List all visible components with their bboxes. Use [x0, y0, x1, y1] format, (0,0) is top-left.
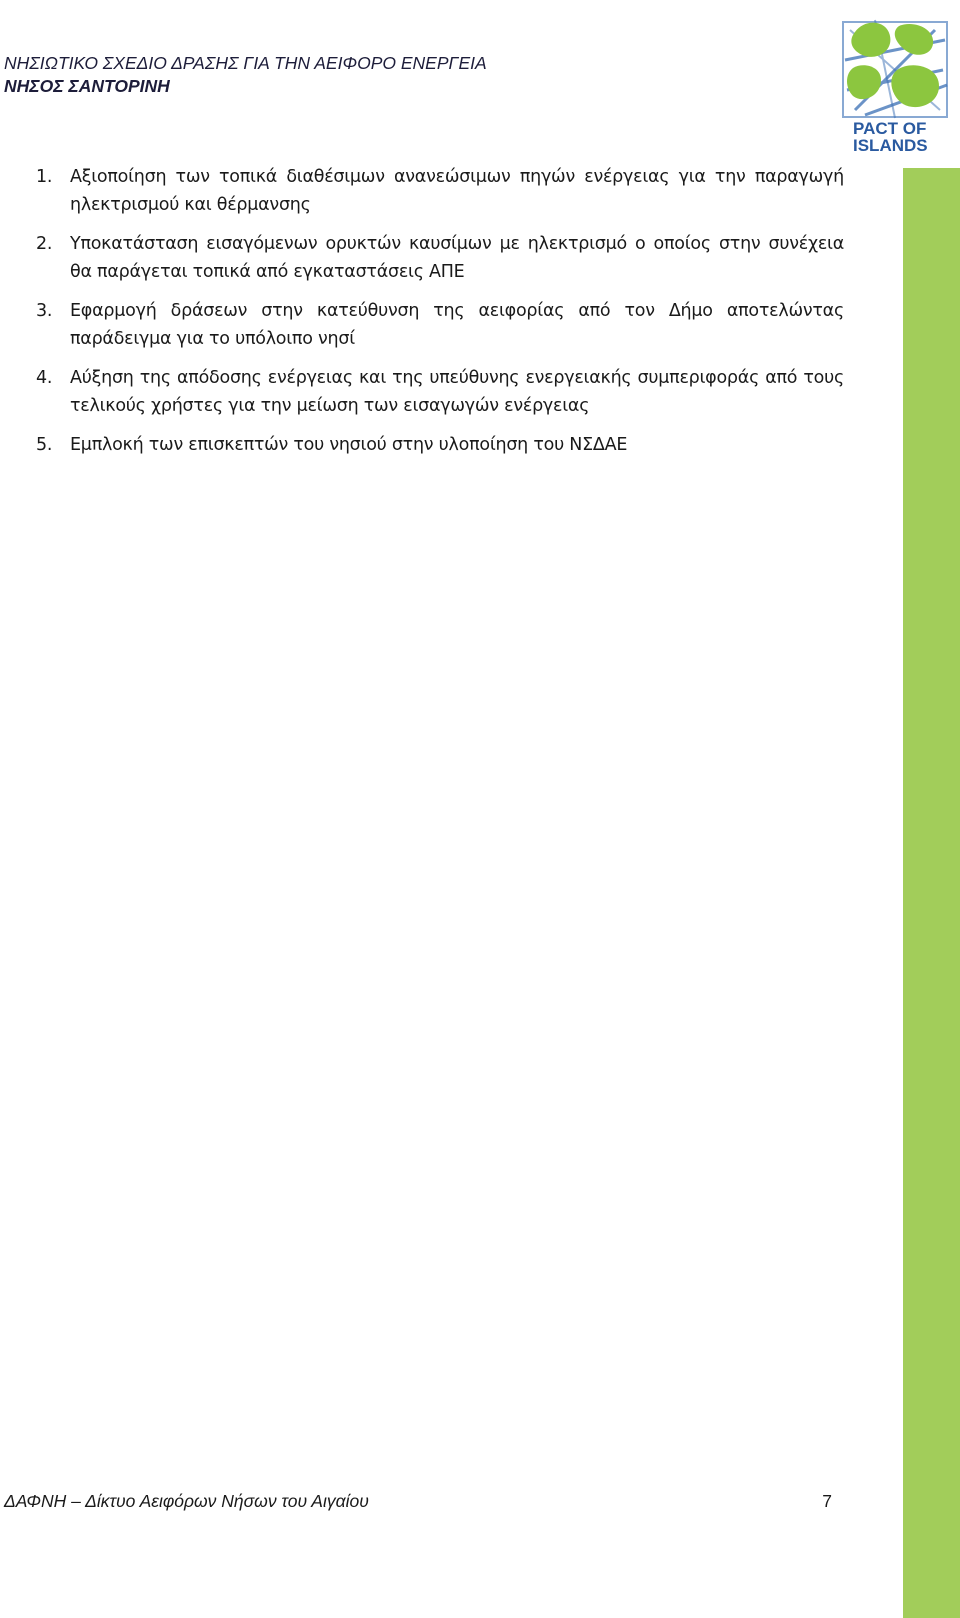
logo-graphic-icon [835, 0, 960, 168]
list-item-number: 1. [36, 167, 53, 187]
list-item-text: Αύξηση της απόδοσης ενέργειας και της υπεύθυνης ενεργειακής συμπεριφοράς από τους τελικούς χρήστες για την μείωση των εισαγωγών ενέργειας [70, 368, 844, 416]
list-item-number: 4. [36, 368, 53, 388]
list-item-number: 3. [36, 301, 53, 321]
list-item [36, 230, 844, 286]
list-item-number: 5. [36, 435, 53, 455]
list-item [36, 431, 844, 459]
header-title: ΝΗΣΙΩΤΙΚΟ ΣΧΕΔΙΟ ΔΡΑΣΗΣ ΓΙΑ ΤΗΝ ΑΕΙΦΟΡΟ ΕΝΕΡΓΕΙΑ [4, 53, 487, 73]
list-item-text: Αξιοποίηση των τοπικά διαθέσιμων ανανεώσιμων πηγών ενέργειας για την παραγωγή ηλεκτρισμού και θέρμανσης [70, 167, 844, 215]
objectives-list [36, 163, 844, 470]
list-item-text: Εφαρμογή δράσεων στην κατεύθυνση της αειφορίας από τον Δήμο αποτελώντας παράδειγμα για το υπόλοιπο νησί [70, 301, 844, 349]
footer-text: ΔΑΦΝΗ – Δίκτυο Αειφόρων Νήσων του Αιγαίου [4, 1491, 369, 1511]
list-item-text: Εμπλοκή των επισκεπτών του νησιού στην υλοποίηση του ΝΣΔΑΕ [70, 435, 628, 455]
page-number: 7 [822, 1491, 832, 1511]
side-accent-bar [903, 0, 960, 1618]
logo-text-bottom: ISLANDS [853, 136, 928, 155]
document-header [4, 52, 487, 98]
list-item-number: 2. [36, 234, 53, 254]
logo-text-top: PACT OF [853, 119, 927, 138]
pact-of-islands-logo [835, 0, 960, 168]
list-item [36, 297, 844, 353]
list-item-text: Υποκατάσταση εισαγόμενων ορυκτών καυσίμων με ηλεκτρισμό ο οποίος στην συνέχεια θα παράγεται τοπικά από εγκαταστάσεις ΑΠΕ [70, 234, 844, 282]
document-footer [4, 1491, 834, 1512]
list-item [36, 163, 844, 219]
header-subtitle: ΝΗΣΟΣ ΣΑΝΤΟΡΙΝΗ [4, 76, 170, 96]
list-item [36, 364, 844, 420]
